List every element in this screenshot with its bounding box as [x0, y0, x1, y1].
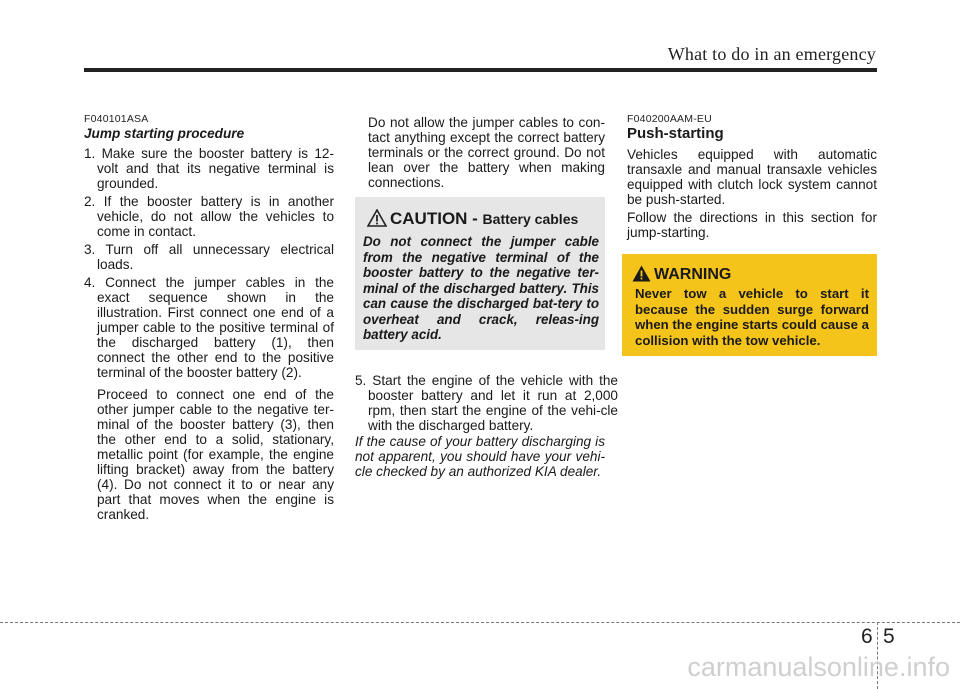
footer-rule: [0, 622, 960, 623]
section-code: F040101ASA: [84, 113, 149, 125]
watermark: carmanualsonline.info: [687, 652, 950, 682]
section-heading: Jump starting procedure: [84, 126, 245, 141]
dealer-note: If the cause of your battery discharging is not apparent, you should have your vehi-cle checked by an authorized KIA dealer.: [355, 434, 605, 479]
step-5: 5. Start the engine of the vehicle with the booster battery and let it run at 2,000 rpm, then start the engine of the vehi-cle with the discharged battery.: [355, 373, 618, 433]
warning-triangle-icon: [632, 265, 651, 282]
paragraph: Proceed to connect one end of the other jumper cable to the negative ter-minal of the booster battery (3), then the other end to a solid, stationary, metallic point (for example, the engine lifting bracket) away from the battery (4). Do not connect it to or near any part that moves when the engine is cranked.: [97, 387, 334, 522]
caution-box: [355, 197, 605, 350]
warning-box: [622, 254, 877, 356]
caution-triangle-icon: [367, 209, 387, 227]
step-1: 1. Make sure the booster battery is 12-volt and that its negative terminal is grounded.: [84, 146, 334, 191]
page-number: 5: [883, 625, 895, 648]
caution-label: CAUTION -: [390, 209, 483, 228]
step-list: [84, 146, 334, 380]
paragraph: Follow the directions in this section for jump-starting.: [627, 210, 877, 240]
caution-heading: [390, 209, 578, 229]
step-2: 2. If the booster battery is in another vehicle, do not allow the vehicles to come in contact.: [84, 194, 334, 239]
section-heading: Push-starting: [627, 125, 724, 142]
section-code: F040200AAM-EU: [627, 113, 712, 125]
paragraph: Vehicles equipped with automatic transaxle and manual transaxle vehicles equipped with clutch lock system cannot be push-started.: [627, 147, 877, 207]
warning-text: Never tow a vehicle to start it because the sudden surge forward when the engine starts could cause a collision with the tow vehicle.: [635, 286, 869, 348]
caution-text: Do not connect the jumper cable from the negative terminal of the booster battery to the negative ter-minal of the discharged battery. This can cause the discharged bat-tery to overheat and crack, releas-ing battery acid.: [363, 234, 599, 342]
section-title: What to do in an emergency: [667, 44, 876, 64]
caution-subtitle: Battery cables: [482, 211, 579, 227]
step-4: 4. Connect the jumper cables in the exact sequence shown in the illustration. First connect one end of a jumper cable to the positive terminal of the discharged battery (1), then connect the other end to the positive terminal of the booster battery (2).: [84, 275, 334, 380]
paragraph: Do not allow the jumper cables to con-tact anything except the correct battery terminals or the correct ground. Do not lean over the battery when making connections.: [368, 115, 605, 190]
warning-heading: WARNING: [654, 266, 732, 283]
step-3: 3. Turn off all unnecessary electrical loads.: [84, 242, 334, 272]
header-rule: [84, 68, 877, 72]
chapter-number: 6: [861, 625, 873, 648]
